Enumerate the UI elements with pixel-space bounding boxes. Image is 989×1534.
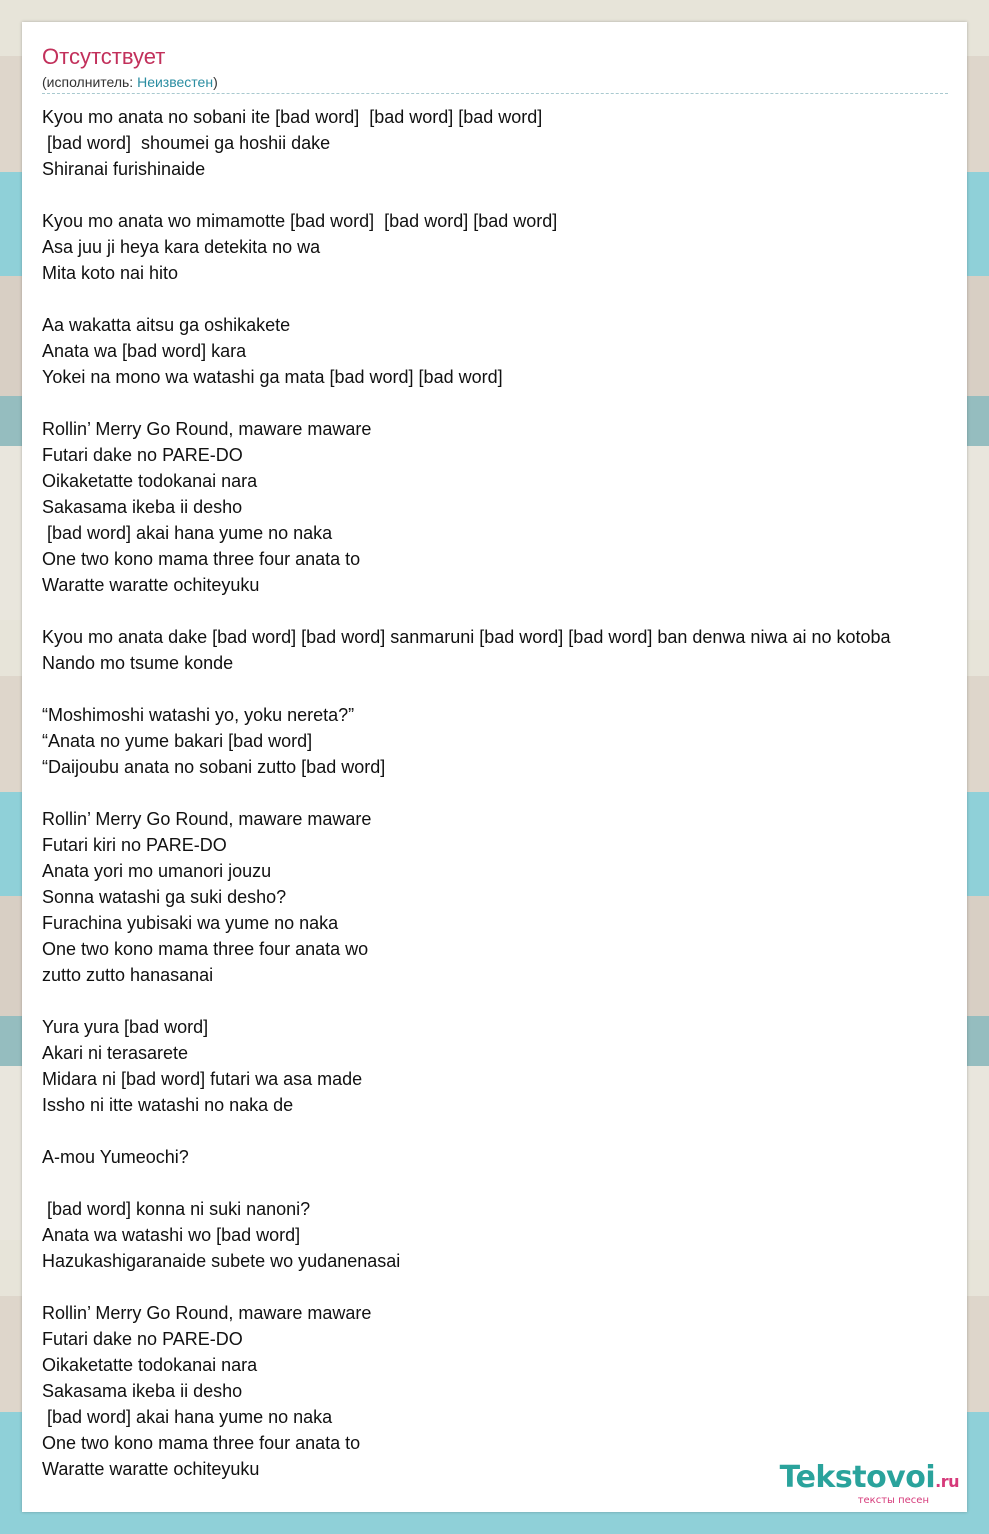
lyric-line: Anata wa [bad word] kara [42,341,247,361]
artist-prefix: (исполнитель: [42,74,138,90]
lyric-line: Sonna watashi ga suki desho? [42,887,287,907]
lyric-line: Nando mo tsume konde [42,653,234,673]
lyric-line: [bad word] shoumei ga hoshii dake [42,133,331,153]
lyric-line: “Moshimoshi watashi yo, yoku nereta?” [42,705,355,725]
artist-suffix: ) [213,74,218,90]
lyric-line: Futari dake no PARE-DO [42,445,243,465]
lyric-blank-line [42,390,967,416]
lyric-blank-line [42,1118,967,1144]
lyric-line: Akari ni terasarete [42,1043,189,1063]
lyric-line: Waratte waratte ochiteyuku [42,575,260,595]
lyric-line: Issho ni itte watashi no naka de [42,1095,294,1115]
lyric-line: Oikaketatte todokanai nara [42,471,258,491]
lyric-line: Hazukashigaranaide subete wo yudanenasai [42,1251,401,1271]
lyric-blank-line [42,598,967,624]
lyric-blank-line [42,1274,967,1300]
lyric-line: Anata yori mo umanori jouzu [42,861,272,881]
lyric-blank-line [42,780,967,806]
lyric-line: Kyou mo anata dake [bad word] [bad word] sanmaruni [bad word] [bad word] ban denwa niwa ai no kotoba [42,627,891,647]
lyric-line: Kyou mo anata wo mimamotte [bad word] [bad word] [bad word] [42,211,558,231]
lyric-line: Waratte waratte ochiteyuku [42,1459,260,1479]
lyric-line: Oikaketatte todokanai nara [42,1355,258,1375]
site-logo[interactable] [779,1460,959,1506]
lyric-blank-line [42,286,967,312]
lyric-line: Rollin’ Merry Go Round, maware maware [42,1303,372,1323]
lyric-line: Asa juu ji heya kara detekita no wa [42,237,321,257]
title-divider [42,93,948,94]
lyric-line: Shiranai furishinaide [42,159,206,179]
artist-link[interactable]: Неизвестен [137,74,214,90]
lyric-line: Kyou mo anata no sobani ite [bad word] [bad word] [bad word] [42,107,543,127]
lyric-line: Anata wa watashi wo [bad word] [42,1225,301,1245]
lyric-line: zutto zutto hanasanai [42,965,214,985]
lyric-line: “Daijoubu anata no sobani zutto [bad word] [42,757,386,777]
lyric-line: “Anata no yume bakari [bad word] [42,731,313,751]
lyric-line: Futari dake no PARE-DO [42,1329,243,1349]
lyric-line: One two kono mama three four anata wo [42,939,369,959]
song-title: Отсутствует [42,44,166,69]
lyric-blank-line [42,182,967,208]
lyric-blank-line [42,676,967,702]
lyric-line: Furachina yubisaki wa yume no naka [42,913,339,933]
lyric-line: One two kono mama three four anata to [42,549,361,569]
lyric-line: Yura yura [bad word] [42,1017,209,1037]
lyric-blank-line [42,988,967,1014]
lyric-line: One two kono mama three four anata to [42,1433,361,1453]
lyric-line: Rollin’ Merry Go Round, maware maware [42,419,372,439]
lyric-line: Futari kiri no PARE-DO [42,835,227,855]
lyrics-card [22,22,967,1512]
lyric-line: Sakasama ikeba ii desho [42,497,243,517]
lyric-line: [bad word] konna ni suki nanoni? [42,1199,311,1219]
lyric-blank-line [42,1170,967,1196]
lyric-line: Aa wakatta aitsu ga oshikakete [42,315,291,335]
lyric-line: Mita koto nai hito [42,263,179,283]
lyrics-text [42,104,967,1482]
logo-tagline: тексты песен [857,1495,929,1506]
logo-wordmark [779,1460,959,1497]
lyric-line: Yokei na mono wa watashi ga mata [bad word] [bad word] [42,367,503,387]
lyric-line: A-mou Yumeochi? [42,1147,189,1167]
artist-line [42,73,218,91]
logo-name: Tekstovoi [779,1460,936,1495]
bottom-stripe [0,1512,989,1534]
lyric-line: [bad word] akai hana yume no naka [42,1407,333,1427]
logo-tld: .ru [935,1472,959,1491]
lyric-line: Rollin’ Merry Go Round, maware maware [42,809,372,829]
lyric-line: [bad word] akai hana yume no naka [42,523,333,543]
lyric-line: Sakasama ikeba ii desho [42,1381,243,1401]
lyric-line: Midara ni [bad word] futari wa asa made [42,1069,363,1089]
